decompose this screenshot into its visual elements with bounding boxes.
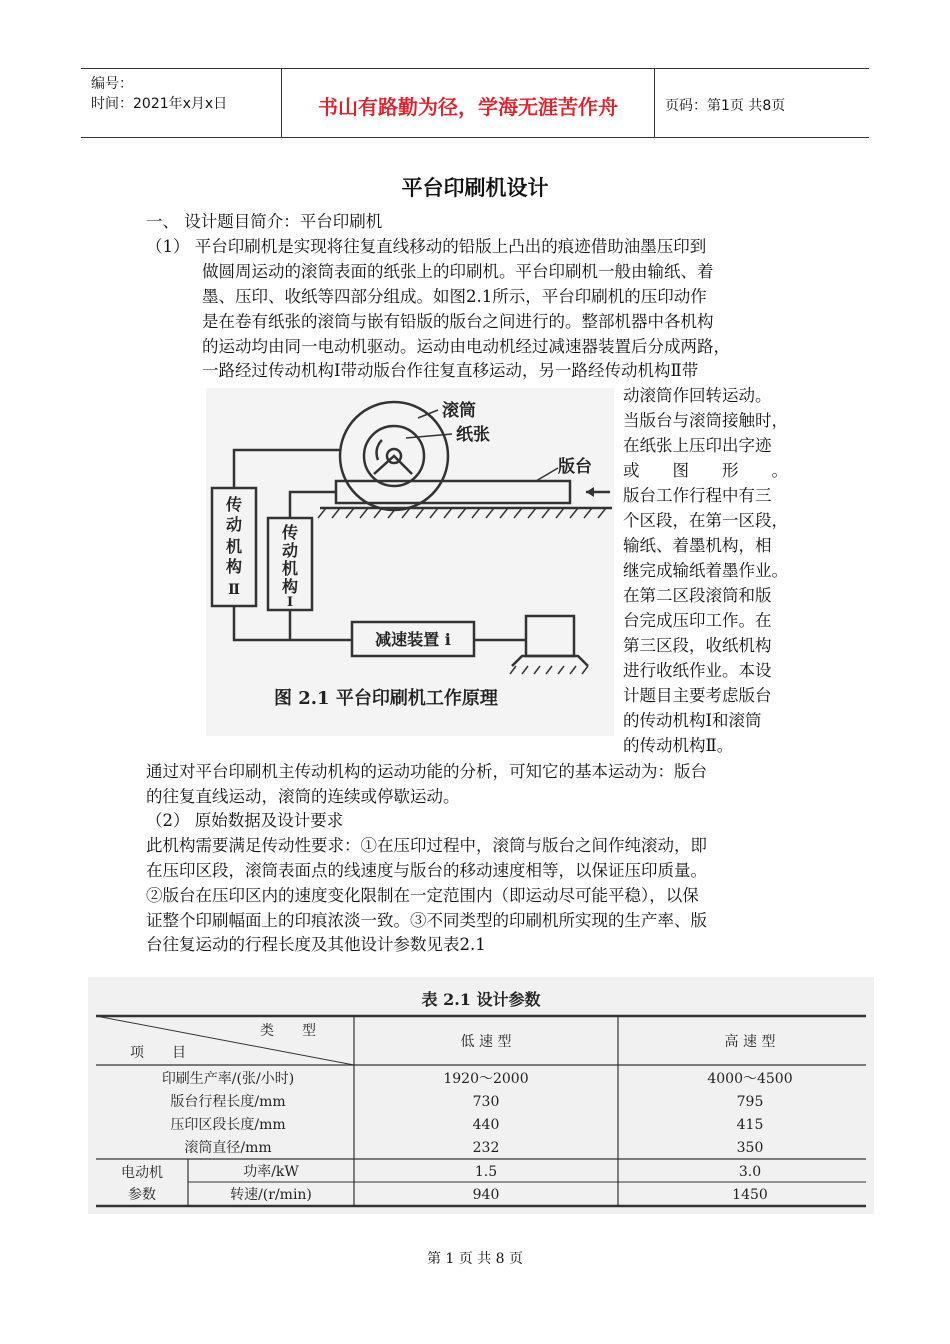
table-row-label: 功率/kW [243, 1164, 299, 1180]
label-drive1-char: 构 [281, 577, 299, 596]
section1-heading: 一、 设计题目简介：平台印刷机 [146, 212, 383, 231]
figure-diagram [206, 388, 614, 736]
link-drive1-bed [290, 492, 336, 518]
para2-line: 的往复直线运动，滚筒的连续或停歇运动。 [146, 787, 460, 806]
header-page-info: 页码：第1页 共8页 [665, 98, 786, 114]
label-drive1-char: 传 [281, 523, 299, 542]
para2-line: 通过对平台印刷机主传动机构的运动功能的分析，可知它的基本运动为：版台 [146, 762, 707, 781]
header-motto: 书山有路勤为径，学海无涯苦作舟 [318, 95, 618, 119]
label-drive1-char: 机 [281, 559, 299, 578]
table-cell-low: 1.5 [474, 1164, 498, 1180]
table-cell-high: 1450 [732, 1187, 768, 1203]
para1-line: 墨、压印、收纸等四部分组成。如图2.1所示，平台印刷机的压印动作 [202, 287, 707, 306]
table-cell-high: 795 [736, 1094, 764, 1110]
label-roller: 滚筒 [442, 401, 476, 421]
table-cell-low: 440 [472, 1117, 500, 1133]
side-line: 的传动机构Ⅱ。 [623, 736, 734, 755]
para3-line: 此机构需要满足传动性要求：①在压印过程中，滚筒与版台之间作纯滚动，即 [146, 836, 707, 855]
doc-title: 平台印刷机设计 [401, 176, 549, 200]
link-roller-drive2 [234, 450, 340, 488]
doc-number-label: 编号： [91, 76, 133, 92]
header-page-cell [655, 69, 869, 137]
section2-heading: （2） 原始数据及设计要求 [146, 811, 344, 830]
para1-line: 的运动均由同一电动机驱动。运动由电动机经过减速器装置后分成两路， [202, 337, 730, 356]
para3-line: 在压印区段，滚筒表面点的线速度与版台的移动速度相等，以保证压印质量。 [146, 861, 707, 880]
header-motto-cell [282, 69, 655, 137]
table-cell-high: 4000～4500 [707, 1071, 793, 1087]
side-line: 输纸、着墨机构，相 [623, 536, 772, 555]
leader-roller [418, 410, 438, 418]
motor-box [526, 616, 574, 656]
doc-time-label: 时间：2021年x月x日 [91, 96, 228, 112]
side-line: 当版台与滚筒接触时， [623, 411, 788, 430]
table-cell-low: 232 [472, 1140, 500, 1156]
bed-platen [336, 481, 570, 503]
table-row-label: 压印区段长度/mm [170, 1117, 286, 1133]
table-corner-type: 类 型 [260, 1023, 316, 1039]
table-group-label: 电动机 [121, 1165, 163, 1181]
table-row-label: 转速/(r/min) [230, 1187, 312, 1203]
side-line: 第三区段，收纸机构 [623, 636, 772, 655]
label-drive2-char: 传 [225, 495, 243, 514]
leader-bed [536, 468, 558, 481]
table-corner-item: 项 目 [130, 1045, 186, 1061]
table-graphic [88, 977, 874, 1214]
rotation-arrow [377, 440, 382, 460]
para3-line: ②版台在压印区内的速度变化限制在一定范围内（即运动尽可能平稳），以保 [146, 886, 699, 905]
label-drive2-char: 机 [225, 537, 243, 556]
motor-base [512, 656, 588, 666]
force-arrow-head [586, 487, 594, 497]
table-row-label: 印刷生产率/(张/小时) [161, 1071, 295, 1087]
roller-support [374, 456, 412, 474]
label-drive2-char: 构 [225, 557, 243, 576]
para1-line: 一路经过传动机构Ⅰ带动版台作往复直移运动，另一路经传动机构Ⅱ带 [202, 361, 699, 380]
side-line: 个区段，在第一区段， [623, 511, 788, 530]
label-drive2-char: Ⅱ [228, 582, 240, 598]
label-bed: 版台 [558, 457, 592, 477]
side-line: 动滚筒作回转运动。 [623, 386, 772, 405]
header-meta-cell [81, 69, 282, 137]
table-cell-high: 350 [736, 1140, 764, 1156]
para3-line: 证整个印刷幅面上的印痕浓淡一致。③不同类型的印刷机所实现的生产率、版 [146, 911, 707, 930]
para1-line: 是在卷有纸张的滚筒与嵌有铅版的版台之间进行的。整部机器中各机构 [202, 312, 714, 331]
side-line: 计题目主要考虑版台 [623, 686, 772, 705]
label-reducer: 减速装置 i [375, 630, 451, 649]
ground-hatch [318, 508, 606, 674]
table-row-label: 版台行程长度/mm [170, 1094, 286, 1110]
side-line: 的传动机构Ⅰ和滚筒 [623, 711, 762, 730]
figure-press-principle [206, 388, 614, 736]
figure-caption: 图 2.1 平台印刷机工作原理 [274, 688, 498, 709]
para1-line: 做圆周运动的滚筒表面的纸张上的印刷机。平台印刷机一般由输纸、着 [202, 262, 714, 281]
table-cell-low: 1920～2000 [443, 1071, 529, 1087]
side-line: 继完成输纸着墨作业。 [623, 561, 788, 580]
side-line: 进行收纸作业。本设 [623, 661, 772, 680]
table-col-low: 低 速 型 [460, 1034, 512, 1050]
table-caption: 表 2.1 设计参数 [421, 990, 541, 1009]
side-line: 版台工作行程中有三 [623, 486, 772, 505]
table-group-label: 参数 [128, 1187, 156, 1203]
para3-line: 台往复运动的行程长度及其他设计参数见表2.1 [146, 935, 486, 954]
table-cell-high: 3.0 [738, 1164, 762, 1180]
design-parameter-table [88, 977, 874, 1214]
table-cell-high: 415 [736, 1117, 764, 1133]
table-col-high: 高 速 型 [724, 1034, 776, 1050]
para1-line: （1） 平台印刷机是实现将往复直线移动的铅版上凸出的痕迹借助油墨压印到 [146, 237, 707, 256]
side-line: 在第二区段滚筒和版 [623, 586, 772, 605]
table-row-label: 滚筒直径/mm [184, 1140, 272, 1156]
table-cell-low: 730 [472, 1094, 500, 1110]
side-line: 在纸张上压印出字迹 [623, 436, 772, 455]
label-paper: 纸张 [456, 425, 490, 445]
label-drive2-char: 动 [225, 515, 243, 534]
label-drive1-char: 动 [281, 541, 299, 560]
table-cell-low: 940 [472, 1187, 500, 1203]
side-line: 台完成压印工作。在 [623, 611, 772, 630]
label-drive1-char: Ⅰ [286, 595, 294, 610]
side-line: 或 图 形 。 [623, 461, 788, 480]
page-footer: 第 1 页 共 8 页 [426, 1251, 524, 1267]
page-header [81, 68, 869, 138]
